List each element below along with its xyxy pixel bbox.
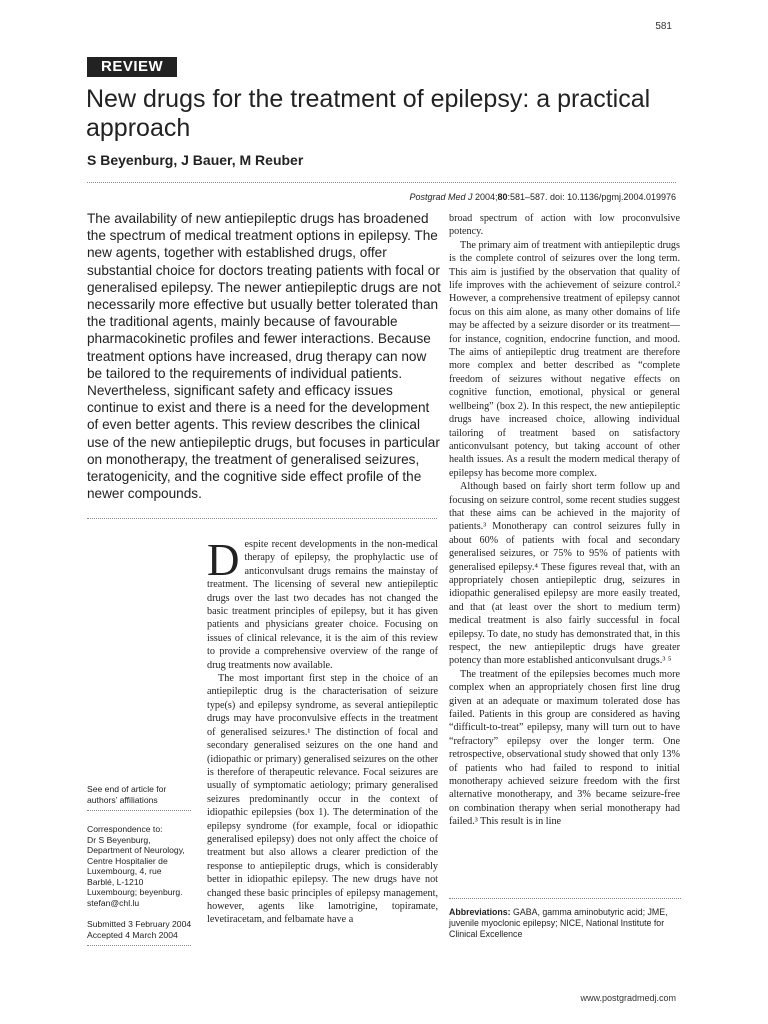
page-number: 581	[655, 21, 672, 32]
correspondence-line: Department of Neurology,	[87, 845, 185, 855]
authors: S Beyenburg, J Bauer, M Reuber	[87, 152, 304, 168]
body-paragraph: The treatment of the epilepsies becomes much more complex when an appropriately chosen first line drug given at an adequate or maximum tolerated dose has failed. Patients in this group are considered as having “difficult-to-treat” epilepsy, many will turn out to have “refractory” epilepsy over the longer term. One retrospective, observational study showed that only 13% of patients who had failed to respond to initial monotherapy achieved seizure freedom with the first alternative monotherapy, and 3% became seizure-free on combination therapy when serial monotherapy had failed.³ This result is in line	[449, 668, 680, 828]
body-paragraph: broad spectrum of action with low proconvulsive potency.	[449, 213, 680, 238]
correspondence-line: Barblé, L-1210	[87, 876, 144, 887]
affiliations-note-text: See end of article for authors’ affiliations	[87, 784, 167, 805]
abstract: The availability of new antiepileptic drugs has broadened the spectrum of medical treatment options in epilepsy. The new agents, together with established drugs, offer substantial choice for doctors treating patients with focal or generalised epilepsy. The newer antiepileptic drugs are not necessarily more effective but usually better tolerated than the traditional agents, mainly because of favourable pharmacokinetic profiles and fewer interactions. Because treatment options have increased, drug therapy can now be tailored to the requirements of individual patients. Nevertheless, significant safety and efficacy issues continue to exist and there is a need for the development of even better agents. This review describes the clinical use of the new antiepileptic drugs, but focuses in particular on monotherapy, the treatment of generalised seizures, teratogenicity, and the cognitive side effect profile of the newer compounds.	[87, 211, 441, 502]
body-paragraph: The primary aim of treatment with antiepileptic drugs is the complete control of seizures over the long term. This aim is justified by the observation that quality of life improves with the achievement of seizure control.² However, a comprehensive treatment of epilepsy cannot focus on this aim alone, as many other domains of life may be affected by a seizure disorder or its treatment—for instance, cognition, endocrine function, and mood. The aims of antiepileptic drug treatment are therefore more complex and better described as “complete freedom of seizures without negative effects on cognitive function, emotional, physical or general wellbeing” (box 2). In this respect, the new antiepileptic drugs have increased choice, allowing individual tailoring of treatment based on satisfactory anticonvulsant potency, but taking account of other health issues. As a result the modern medical therapy of epilepsy has become more complex.	[449, 239, 680, 479]
correspondence-line: Centre Hospitalier de	[87, 855, 168, 866]
citation-journal: Postgrad Med J	[409, 192, 473, 202]
abbreviations-list: GABA, gamma aminobutyric acid; JME, juvenile myoclonic epilepsy; NICE, National Institute for Clinical Excellence	[449, 907, 668, 939]
header-divider	[87, 182, 676, 183]
body-column-middle	[207, 535, 438, 927]
correspondence-line: Luxembourg; beyenburg.	[87, 887, 183, 897]
citation-pages-doi: :581–587. doi: 10.1136/pgmj.2004.019976	[507, 192, 676, 202]
body-paragraph-text: espite recent developments in the non-medical therapy of epilepsy, the prophylactic use of anticonvulsant drugs remains the mainstay of treatment. The licensing of several new antiepileptic drugs over the last two decades has not changed the basic treatment principles of epilepsy, but it has given patients and physicians greater choice. Focusing on issues of clinical relevance, it is the aim of this review to provide a comprehensive overview of the range of drug treatments now available.	[207, 539, 438, 671]
correspondence-line: stefan@chl.lu	[87, 897, 140, 908]
abbreviations-text	[449, 907, 681, 940]
sidebar-divider	[87, 810, 191, 811]
sidebar-divider	[87, 945, 191, 946]
abbreviations-label: Abbreviations:	[449, 907, 511, 917]
abbreviations-divider	[449, 898, 681, 899]
correspondence-line: Luxembourg, 4, rue	[87, 866, 162, 876]
submitted-date: Submitted 3 February 2004	[87, 919, 192, 929]
correspondence-label: Correspondence to:	[87, 824, 163, 834]
sidebar-correspondence	[87, 824, 195, 908]
citation-year: 2004;	[472, 192, 498, 202]
sidebar-affiliations-note	[87, 784, 195, 811]
footer-url[interactable]: www.postgradmedj.com	[580, 993, 676, 1003]
drop-cap: D	[207, 535, 240, 585]
body-paragraph	[207, 535, 438, 672]
accepted-date: Accepted 4 March 2004	[87, 929, 178, 940]
section-label: REVIEW	[87, 57, 177, 77]
sidebar-dates	[87, 919, 195, 946]
article-title: New drugs for the treatment of epilepsy: a practical approach	[86, 85, 651, 142]
abbreviations-box	[449, 898, 681, 940]
citation-volume: 80	[497, 192, 508, 202]
citation	[409, 192, 676, 202]
body-column-right	[449, 212, 680, 829]
correspondence-line: Dr S Beyenburg,	[87, 834, 151, 845]
abstract-divider	[87, 518, 437, 519]
body-paragraph: Although based on fairly short term follow up and focusing on seizure control, some recent studies suggest that these aims can be achieved in the majority of patients.³ Monotherapy can control seizures fully in about 60% of patients with focal and secondary generalised seizures, or 75% to 95% of patients with generalised epilepsy.⁴ These figures reveal that, with an appropriately chosen antiepileptic drug, seizures in idiopathic generalised epilepsy are more easily treated, and that (at least over the short to medium term) medical treatment is also fairly successful in focal epilepsy. To date, no study has demonstrated that, in this respect, the new antiepileptic drugs have greater potency than more established anticonvulsant drugs.³ ⁵	[449, 481, 680, 667]
body-paragraph: The most important first step in the choice of an antiepileptic drug is the characterisation of seizure type(s) and epilepsy syndrome, as several antiepileptic drugs may have proconvulsive effects in the treatment of generalised seizures.¹ The distinction of focal and secondary generalised seizures on the one hand and (idiopathic or primary) generalised seizures on the other is therefore of therapeutic relevance. Focal seizures are usually of symptomatic aetiology; primary generalised seizures predominantly occur in the context of idiopathic epilepsies (box 1). The determination of the epilepsy syndrome (for example, focal or idiopathic generalised epilepsy) does not only affect the choice of treatment but also allows a clearer prediction of the response to antiepileptic drugs, which is considerably better in idiopathic epilepsy. The new drugs have not changed these basic principles of epilepsy management, however, agents like lamotrigine, topiramate, levetiracetam, and felbamate have a	[207, 673, 438, 926]
